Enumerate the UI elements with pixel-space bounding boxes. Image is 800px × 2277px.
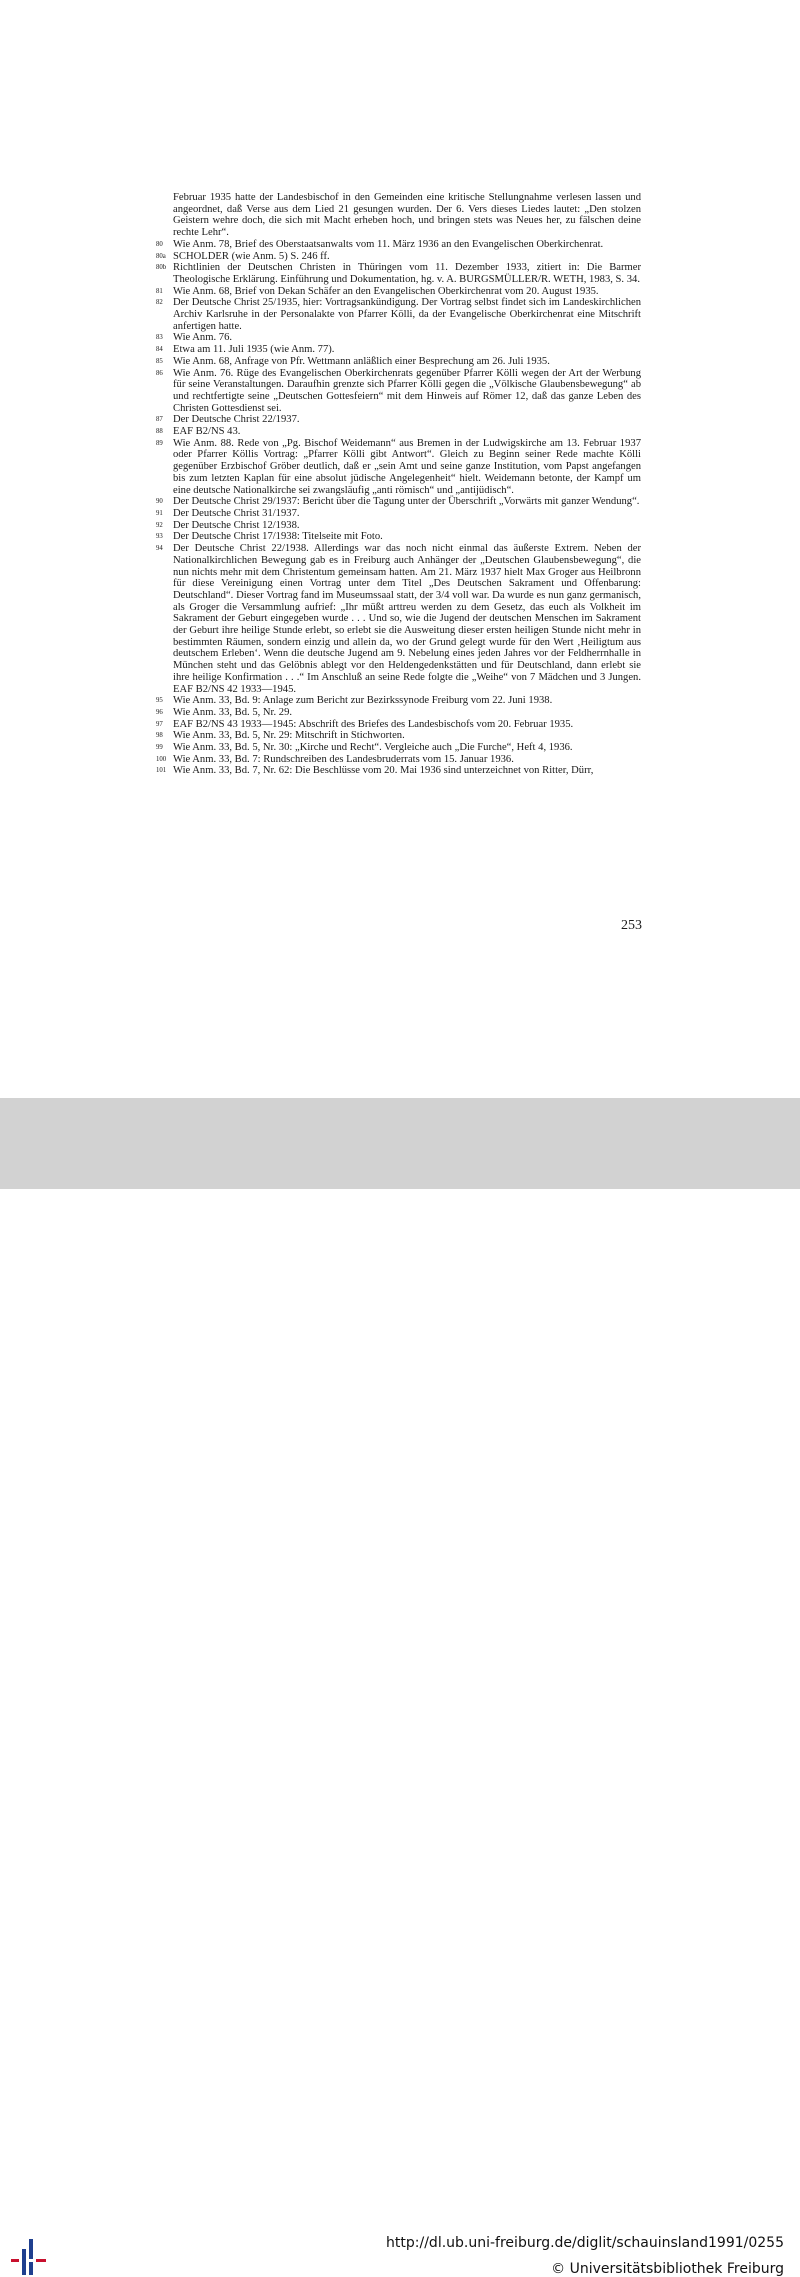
footnote-text: Der Deutsche Christ 22/1937. [173, 414, 300, 426]
footnote-number: 90 [156, 498, 163, 506]
footnote-number: 101 [156, 767, 167, 775]
footnote [156, 496, 641, 508]
footnote-number: 82 [156, 299, 163, 307]
footnote [156, 414, 641, 426]
footnote-text: Wie Anm. 33, Bd. 5, Nr. 29: Mitschrift in Stichworten. [173, 730, 405, 742]
footnote-text: Richtlinien der Deutschen Christen in Thüringen vom 11. Dezember 1933, zitiert in: Die Barmer Theologische Erklärung. Einführung und Dokumentation, hg. v. A. BURGSMÜLLER/R. WETH, 1983, S. 34. [173, 262, 641, 285]
footnote [156, 695, 641, 707]
footnote-text: Wie Anm. 88. Rede von „Pg. Bischof Weidemann“ aus Bremen in der Ludwigskirche am 13. Februar 1937 oder Pfarrer Köllis Vortrag: „Pfarrer Kölli gibt Antwort“. Gleich zu Beginn seiner Rede machte Kölli gegenüber Erzbischof Gröber deutlich, daß er „sein Amt und seine ganze Institution, vom Papst angefangen bis zum letzten Kaplan für eine absolut jüdische Angelegenheit“ hielt. Weidemann betonte, der Kampf um eine deutsche Nationalkirche sei zwangsläufig „anti römisch“ und „antijüdisch“. [173, 437, 641, 496]
footnote-text: Der Deutsche Christ 31/1937. [173, 507, 300, 519]
permalink-url[interactable]: http://dl.ub.uni-freiburg.de/diglit/schauinsland1991/0255 [386, 2235, 784, 2251]
document-page [0, 0, 800, 1098]
footnote-text: Wie Anm. 33, Bd. 7, Nr. 62: Die Beschlüsse vom 20. Mai 1936 sind unterzeichnet von Ritter, Dürr, [173, 765, 594, 777]
footnote-number: 80b [156, 264, 167, 272]
footnote-number: 88 [156, 428, 163, 436]
footnote [156, 438, 641, 497]
footnote-number: 87 [156, 416, 163, 424]
copyright-text: © Universitätsbibliothek Freiburg [551, 2261, 784, 2277]
footnote [156, 251, 641, 263]
footnote-number: 91 [156, 509, 163, 517]
footnote-text: Der Deutsche Christ 12/1938. [173, 519, 300, 531]
footnote-text: Der Deutsche Christ 29/1937: Bericht über die Tagung unter der Überschrift „Vorwärts mit ganzer Wendung“. [173, 496, 640, 508]
footnotes-block [156, 192, 641, 777]
footnote-text: Wie Anm. 78, Brief des Oberstaatsanwalts vom 11. März 1936 an den Evangelischen Oberkirchenrat. [173, 238, 604, 250]
footnote-number: 80 [156, 240, 163, 248]
footnote-text: Der Deutsche Christ 25/1935, hier: Vortragsankündigung. Der Vortrag selbst findet sich im Landeskirchlichen Archiv Karlsruhe in der Personalakte von Pfarrer Kölli, da der Evangelische Oberkirchenrat eine Mitschrift anfertigen hatte. [173, 297, 641, 332]
footnote [156, 344, 641, 356]
footnote-text: Wie Anm. 33, Bd. 9: Anlage zum Bericht zur Bezirkssynode Freiburg vom 22. Juni 1938. [173, 695, 553, 707]
footnote-number: 85 [156, 357, 163, 365]
library-logo-icon [8, 2235, 52, 2277]
footnote-text: Wie Anm. 68, Anfrage von Pfr. Wettmann anläßlich einer Besprechung am 26. Juli 1935. [173, 355, 550, 367]
footnote [156, 426, 641, 438]
footnote [156, 531, 641, 543]
footnote-text: Der Deutsche Christ 17/1938: Titelseite mit Foto. [173, 531, 383, 543]
footnote [156, 368, 641, 415]
footnote-number: 97 [156, 720, 163, 728]
footnote-number: 100 [156, 755, 167, 763]
footnote [156, 262, 641, 285]
footnote [156, 742, 641, 754]
footnote-number: 83 [156, 334, 163, 342]
footnote-number: 86 [156, 369, 163, 377]
footnote [156, 297, 641, 332]
footnote-text: Wie Anm. 76. Rüge des Evangelischen Oberkirchenrats gegenüber Pfarrer Kölli wegen der Art der Werbung für seine Veranstaltungen. Daraufhin grenzte sich Pfarrer Kölli gegen die „Völkische Glaubensbewegung“ ab und rechtfertigte seine „Deutschen Gottesfeiern“ mit dem Hinweis auf Römer 12, daß das ganze Leben des Christen Gottesdienst sei. [173, 367, 641, 414]
footnote [156, 754, 641, 766]
page-number: 253 [621, 918, 642, 933]
footnote [156, 520, 641, 532]
footnote [156, 508, 641, 520]
footnote-number: 95 [156, 697, 163, 705]
footnote-text: Etwa am 11. Juli 1935 (wie Anm. 77). [173, 344, 335, 356]
footnote-text: Wie Anm. 33, Bd. 7: Rundschreiben des Landesbruderrats vom 15. Januar 1936. [173, 753, 514, 765]
footnote [156, 730, 641, 742]
viewer-footer [0, 1098, 800, 2277]
footnote [156, 543, 641, 695]
footnote [156, 239, 641, 251]
footnote-text: EAF B2/NS 43. [173, 426, 241, 438]
footnote-number: 99 [156, 744, 163, 752]
footnote-number: 98 [156, 732, 163, 740]
footnote-number: 80a [156, 252, 166, 260]
footnote-text: Februar 1935 hatte der Landesbischof in den Gemeinden eine kritische Stellungnahme verlesen lassen und angeordnet, daß Verse aus dem Lied 21 gesungen wurden. Der 6. Vers dieses Liedes lautet: „Den stolzen Geistern wehre doch, die sich mit Macht erheben hoch, und bringen stets was Neues her, zu fälschen deine rechte Lehr“. [173, 192, 641, 239]
footnote-text: EAF B2/NS 43 1933—1945: Abschrift des Briefes des Landesbischofs vom 20. Februar 1935. [173, 718, 574, 730]
footnote-number: 81 [156, 287, 163, 295]
footnote-number: 92 [156, 521, 163, 529]
footnote-text: Wie Anm. 33, Bd. 5, Nr. 29. [173, 706, 293, 718]
footnote [156, 332, 641, 344]
footnote [156, 707, 641, 719]
footnote-text: Wie Anm. 76. [173, 332, 233, 344]
footnote-number: 84 [156, 346, 163, 354]
footnote [156, 286, 641, 298]
footnote [156, 765, 641, 777]
footnote-number: 94 [156, 545, 163, 553]
footnote [156, 719, 641, 731]
footnote [156, 192, 641, 239]
footnote-text: Der Deutsche Christ 22/1938. Allerdings war das noch nicht einmal das äußerste Extrem. Neben der Nationalkirchlichen Bewegung gab es in Freiburg auch Anhänger der „Deutschen Glaubensbewegung“, die nun nichts mehr mit dem Christentum gemeinsam hatten. Am 21. März 1937 hielt Max Groger aus Heilbronn für diese Vereinigung einen Vortrag unter dem Titel „Des Deutschen Sakrament und Offenbarung: Deutschland“. Dieser Vortrag fand im Museumssaal statt, der 3/4 voll war. Da wurde es nun ganz germanisch, als Groger die Versammlung aufrief: „Ihr müßt arttreu werden zu dem Gesetz, das euch als Volkheit im Sakrament der Geburt eingegeben wurde . . . Und so, wie die Jugend der deutschen Menschen im Sakrament der Geburt ihre heilige Stunde erlebt, so erlebt sie die Ausweitung dieser ersten heiligen Stunde nicht mehr in bestimmten Räumen, sondern einzig und allein da, wo der Grund gelegt wurde für den Wert ‚Heiligtum aus deutschem Erleben‘. Wenn die deutsche Jugend am 9. Nebelung eines jeden Jahres vor der Feldherrnhalle in München steht und das Gelöbnis ablegt vor den Heldengedenkstätten und für Deutschland, dann erlebt sie ihre heilige Konfirmation . . .“ Im Anschluß an seine Rede folgte die „Weihe“ von 7 Mädchen und 3 Jungen. EAF B2/NS 42 1933—1945. [173, 543, 641, 695]
footnote-number: 89 [156, 439, 163, 447]
footnote-text: Wie Anm. 33, Bd. 5, Nr. 30: „Kirche und Recht“. Vergleiche auch „Die Furche“, Heft 4, 1936. [173, 742, 573, 754]
footnote-text: SCHOLDER (wie Anm. 5) S. 246 ff. [173, 250, 330, 262]
footnote-number: 93 [156, 533, 163, 541]
footnote-number: 96 [156, 708, 163, 716]
footnote [156, 356, 641, 368]
footnote-text: Wie Anm. 68, Brief von Dekan Schäfer an den Evangelischen Oberkirchenrat vom 20. August 1935. [173, 285, 599, 297]
